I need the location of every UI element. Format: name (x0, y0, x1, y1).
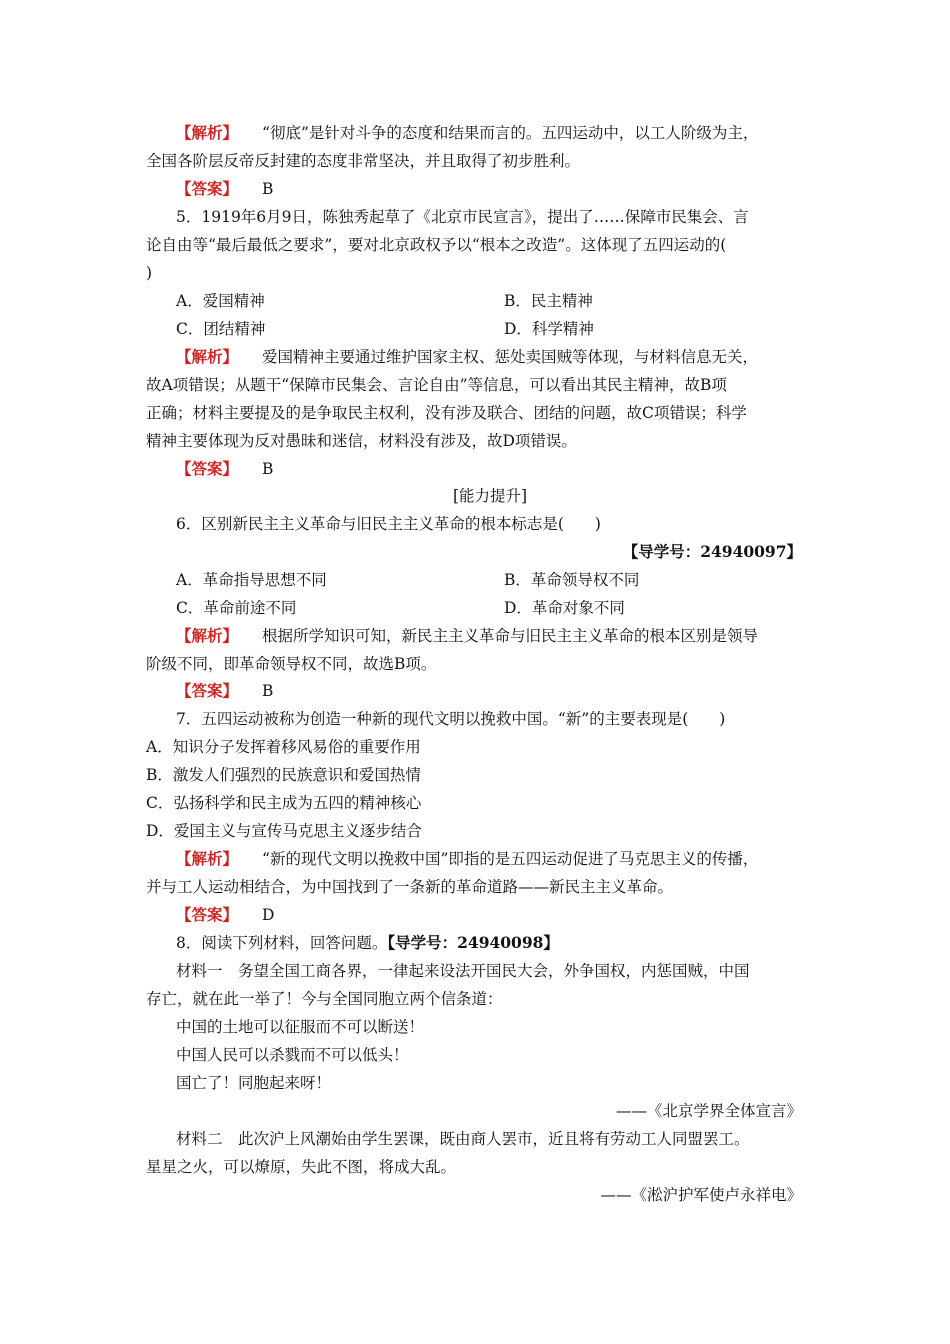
analysis-text: 正确；材料主要提及的是争取民主权利，没有涉及联合、团结的问题，故C项错误；科学 (146, 404, 747, 422)
guide-number: 【导学号：24940097】 (622, 542, 802, 561)
question-5-stem: 论自由等“最后最低之要求”，要对北京政权予以“根本之改造”。这体现了五四运动的( (146, 236, 727, 254)
option-row (176, 291, 836, 311)
analysis-text: 并与工人运动相结合，为中国找到了一条新的革命道路——新民主主义革命。 (146, 878, 674, 896)
answer-line (176, 905, 836, 925)
analysis-text: 爱国精神主要通过维护国家主权、惩处卖国贼等体现，与材料信息无关， (262, 348, 759, 366)
question-7-stem: 7．五四运动被称为创造一种新的现代文明以挽救中国。“新”的主要表现是( ) (176, 710, 726, 728)
question-8-stem (176, 933, 836, 953)
material-1-text: 中国人民可以杀戮而不可以低头！ (176, 1046, 409, 1064)
option-d: D．科学精神 (504, 320, 594, 338)
analysis-line (176, 849, 836, 869)
material-1-text: 材料一 务望全国工商各界，一律起来设法开国民大会，外争国权，内惩国贼，中国 (176, 962, 750, 980)
question-6-stem: 6．区别新民主主义革命与旧民主主义革命的根本标志是( ) (176, 515, 601, 533)
analysis-text: “新的现代文明以挽救中国”即指的是五四运动促进了马克思主义的传播， (262, 850, 759, 868)
material-1-text: 存亡，就在此一举了！今与全国同胞立两个信条道： (146, 990, 503, 1008)
analysis-tag: 【解析】 (176, 123, 239, 142)
analysis-line (176, 347, 836, 367)
material-1-source: ——《北京学界全体宣言》 (615, 1102, 802, 1120)
answer-line (176, 459, 836, 479)
answer-value: B (262, 460, 274, 478)
material-2-text: 星星之火，可以燎原，失此不图，将成大乱。 (146, 1158, 457, 1176)
analysis-text: 故A项错误；从题干“保障市民集会、言论自由”等信息，可以看出其民主精神，故B项 (146, 376, 727, 394)
analysis-line (176, 626, 836, 646)
material-2-source: ——《淞沪护军使卢永祥电》 (600, 1186, 802, 1204)
option-b: B．激发人们强烈的民族意识和爱国热情 (146, 766, 421, 784)
option-c: C．弘扬科学和民主成为五四的精神核心 (146, 794, 422, 812)
option-a: A．爱国精神 (176, 292, 265, 310)
guide-number: 【导学号：24940098】 (387, 933, 559, 952)
option-row (176, 570, 836, 590)
question-8-text: 8．阅读下列材料，回答问题。 (176, 934, 388, 952)
answer-tag: 【答案】 (176, 905, 239, 924)
option-row (176, 598, 836, 618)
answer-value: B (262, 180, 274, 198)
material-1-text: 中国的土地可以征服而不可以断送！ (176, 1018, 425, 1036)
section-heading: [能力提升] (452, 487, 528, 505)
option-row (176, 319, 836, 339)
answer-tag: 【答案】 (176, 179, 239, 198)
analysis-tag: 【解析】 (176, 347, 239, 366)
option-a: A．知识分子发挥着移风易俗的重要作用 (146, 738, 421, 756)
answer-line (176, 179, 836, 199)
analysis-text: “彻底”是针对斗争的态度和结果而言的。五四运动中，以工人阶级为主， (262, 124, 759, 142)
answer-tag: 【答案】 (176, 681, 239, 700)
question-5-stem: 5．1919年6月9日，陈独秀起草了《北京市民宣言》，提出了……保障市民集会、言 (176, 208, 749, 226)
analysis-text: 全国各阶层反帝反封建的态度非常坚决，并且取得了初步胜利。 (146, 152, 581, 170)
answer-line (176, 681, 836, 701)
answer-value: B (262, 682, 274, 700)
option-c: C．团结精神 (176, 320, 266, 338)
option-d: D．革命对象不同 (504, 599, 625, 617)
option-a: A．革命指导思想不同 (176, 571, 327, 589)
analysis-line (176, 123, 836, 143)
analysis-text: 根据所学知识可知，新民主主义革命与旧民主主义革命的根本区别是领导 (262, 627, 759, 645)
analysis-tag: 【解析】 (176, 849, 239, 868)
answer-value: D (262, 906, 275, 924)
option-b: B．民主精神 (504, 292, 593, 310)
material-1-text: 国亡了！同胞起来呀！ (176, 1074, 332, 1092)
answer-tag: 【答案】 (176, 459, 239, 478)
analysis-text: 精神主要体现为反对愚昧和迷信，材料没有涉及，故D项错误。 (146, 432, 577, 450)
option-c: C．革命前途不同 (176, 599, 297, 617)
option-b: B．革命领导权不同 (504, 571, 640, 589)
option-d: D．爱国主义与宣传马克思主义逐步结合 (146, 822, 422, 840)
question-5-stem: ) (146, 264, 153, 282)
analysis-text: 阶级不同，即革命领导权不同，故选B项。 (146, 655, 437, 673)
material-2-text: 材料二 此次沪上风潮始由学生罢课，既由商人罢市，近且将有劳动工人同盟罢工。 (176, 1130, 750, 1148)
analysis-tag: 【解析】 (176, 626, 239, 645)
